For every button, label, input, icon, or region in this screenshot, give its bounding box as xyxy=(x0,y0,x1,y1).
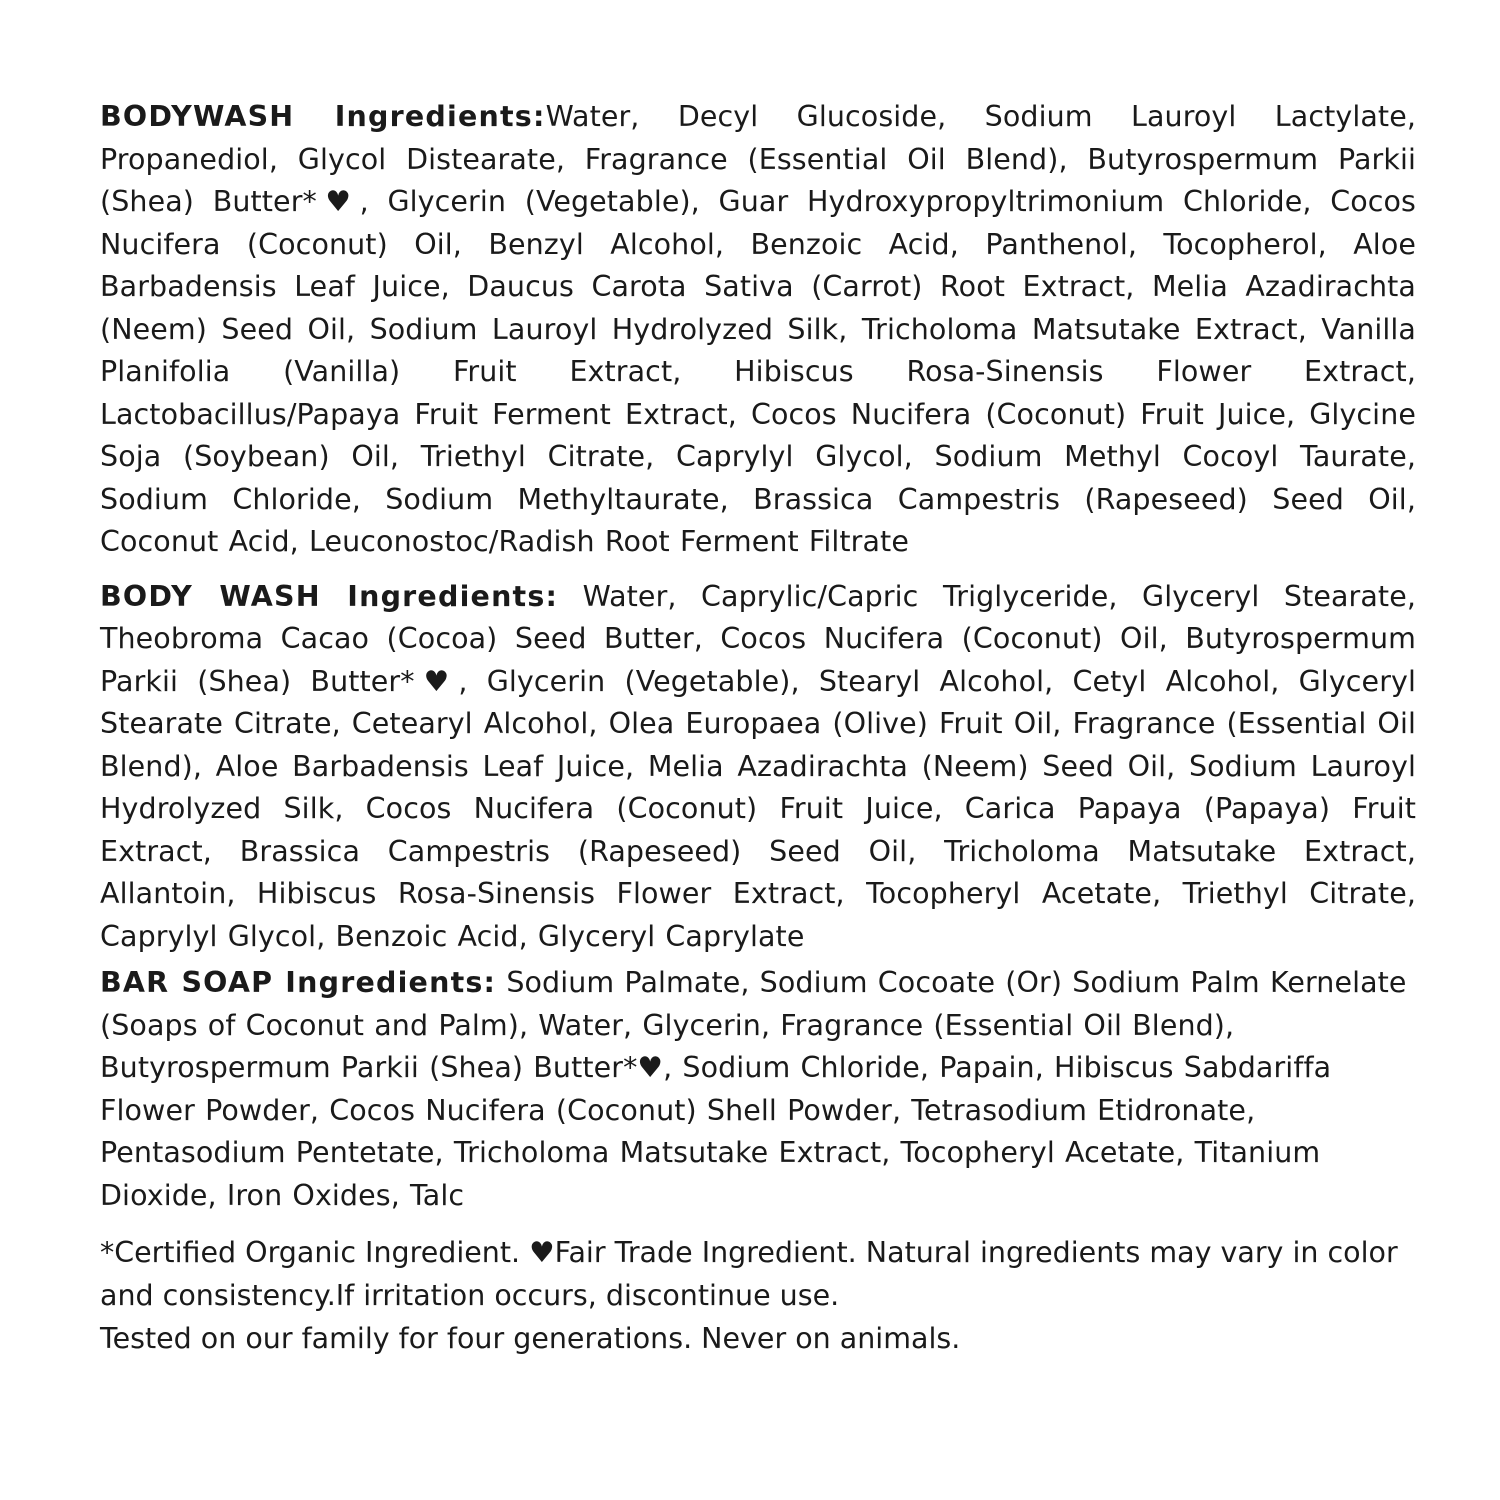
body-wash-ingredients-paragraph xyxy=(100,576,1416,959)
bar-soap-ingredients-text: Sodium Palmate, Sodium Cocoate (Or) Sodium Palm Kernelate (Soaps of Coconut and Palm), Water, Glycerin, Fragrance (Essential Oil Blend), Butyrospermum Parkii (Shea) Butter*♥, Sodium Chloride, Papain, Hibiscus Sabdariffa Flower Powder, Cocos Nucifera (Coconut) Shell Powder, Tetrasodium Etidronate, Pentasodium Pentetate, Tricholoma Matsutake Extract, Tocopheryl Acetate, Titanium Dioxide, Iron Oxides, Talc xyxy=(100,966,1407,1212)
bodywash-ingredients-text: Water, Decyl Glucoside, Sodium Lauroyl Lactylate, Propanediol, Glycol Distearate, Fragrance (Essential Oil Blend), Butyrospermum Parkii (Shea) Butter*♥, Glycerin (Vegetable), Guar Hydroxypropyltrimonium Chloride, Cocos Nucifera (Coconut) Oil, Benzyl Alcohol, Benzoic Acid, Panthenol, Tocopherol, Aloe Barbadensis Leaf Juice, Daucus Carota Sativa (Carrot) Root Extract, Melia Azadirachta (Neem) Seed Oil, Sodium Lauroyl Hydrolyzed Silk, Tricholoma Matsutake Extract, Vanilla Planifolia (Vanilla) Fruit Extract, Hibiscus Rosa-Sinensis Flower Extract, Lactobacillus/Papaya Fruit Ferment Extract, Cocos Nucifera (Coconut) Fruit Juice, Glycine Soja (Soybean) Oil, Triethyl Citrate, Caprylyl Glycol, Sodium Methyl Cocoyl Taurate, Sodium Chloride, Sodium Methyltaurate, Brassica Campestris (Rapeseed) Seed Oil, Coconut Acid, Leuconostoc/Radish Root Ferment Filtrate xyxy=(100,100,1416,558)
ingredients-panel xyxy=(100,96,1416,1360)
body-wash-ingredients-text: Water, Caprylic/Capric Triglyceride, Glyceryl Stearate, Theobroma Cacao (Cocoa) Seed Butter, Cocos Nucifera (Coconut) Oil, Butyrospermum Parkii (Shea) Butter*♥, Glycerin (Vegetable), Stearyl Alcohol, Cetyl Alcohol, Glyceryl Stearate Citrate, Cetearyl Alcohol, Olea Europaea (Olive) Fruit Oil, Fragrance (Essential Oil Blend), Aloe Barbadensis Leaf Juice, Melia Azadirachta (Neem) Seed Oil, Sodium Lauroyl Hydrolyzed Silk, Cocos Nucifera (Coconut) Fruit Juice, Carica Papaya (Papaya) Fruit Extract, Brassica Campestris (Rapeseed) Seed Oil, Tricholoma Matsutake Extract, Allantoin, Hibiscus Rosa-Sinensis Flower Extract, Tocopheryl Acetate, Triethyl Citrate, Caprylyl Glycol, Benzoic Acid, Glyceryl Caprylate xyxy=(100,579,1416,953)
bar-soap-ingredients-paragraph xyxy=(100,962,1416,1217)
body-wash-ingredients-label: BODY WASH Ingredients: xyxy=(100,579,559,613)
footnotes xyxy=(100,1231,1416,1360)
bar-soap-ingredients-label: BAR SOAP Ingredients: xyxy=(100,966,497,999)
certification-note: *Certified Organic Ingredient. ♥Fair Trade Ingredient. Natural ingredients may vary in color and consistency.If irritation occurs, discontinue use. xyxy=(100,1236,1398,1312)
bodywash-ingredients-paragraph xyxy=(100,96,1416,564)
animal-testing-note: Tested on our family for four generations. Never on animals. xyxy=(100,1322,961,1355)
bodywash-ingredients-label: BODYWASH Ingredients: xyxy=(100,100,546,133)
